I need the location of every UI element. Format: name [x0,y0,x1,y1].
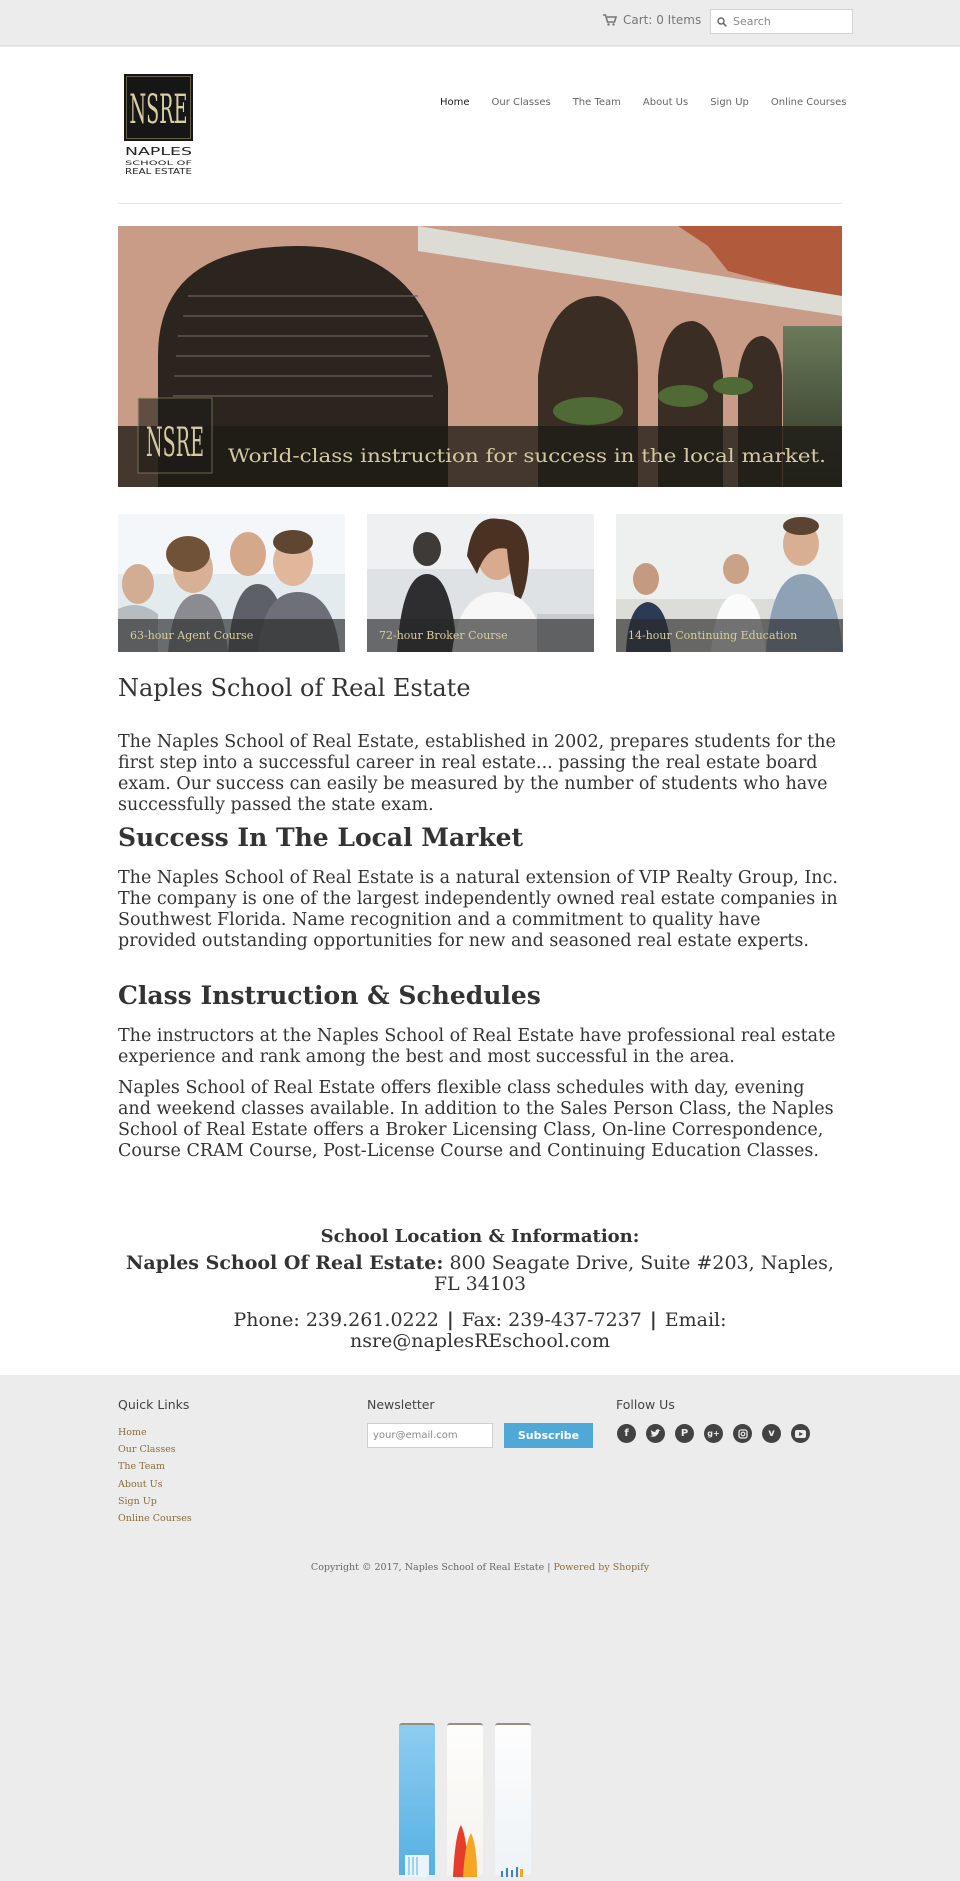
hero-caption: World-class instruction for success in the local market. [228,445,826,467]
instructors-paragraph: The instructors at the Naples School of Real Estate have professional real estate experience and rank among the best and most successful in the area. [118,1026,836,1067]
location-address [118,1253,842,1295]
cart-link[interactable] [603,13,701,27]
footer-link-sign-up[interactable]: Sign Up [118,1495,157,1507]
location-contact [118,1310,842,1352]
footer-link-about-us[interactable]: About Us [118,1478,163,1490]
copyright-line [0,1562,960,1573]
logo-letters: NSRE [129,87,188,133]
pinterest-icon[interactable]: P [675,1424,694,1443]
phone-text: Phone: 239.261.0222 [233,1309,439,1331]
vimeo-icon[interactable]: v [762,1424,781,1443]
hero-banner[interactable] [118,226,842,487]
cart-label: Cart: 0 Items [623,13,702,27]
logo-line1: NAPLES [125,145,193,158]
course-label-continuing-education: 14-hour Continuing Education [616,619,843,652]
nav-item-online-courses[interactable]: Online Courses [770,97,847,108]
footer-link-our-classes[interactable]: Our Classes [118,1444,176,1456]
school-name-label: Naples School Of Real Estate: [126,1252,444,1274]
search-icon [717,17,727,27]
decorative-tube-flame [447,1723,483,1875]
instagram-icon[interactable] [733,1424,752,1443]
main-nav [440,97,846,108]
main-content [0,47,960,1375]
fax-text: Fax: 239-437-7237 [461,1309,642,1331]
footer-link-online-courses[interactable]: Online Courses [118,1513,192,1525]
newsletter-heading: Newsletter [367,1397,435,1412]
header-divider [118,203,842,204]
local-market-paragraph: The Naples School of Real Estate is a natural extension of VIP Realty Group, Inc. The company is one of the largest independently owned real estate companies in Southwest Florida. Name recognition and a commitment to quality have provided outstanding opportunities for new and seasoned real estate experts. [118,868,838,951]
hero-badge: NSRE [146,420,204,466]
section-heading-local-market: Success In The Local Market [118,823,524,852]
decorative-tube-white [495,1723,531,1875]
nav-item-sign-up[interactable]: Sign Up [710,97,749,108]
email-text: Email: nsre@naplesREschool.com [349,1309,727,1352]
top-bar [0,0,960,46]
follow-us-heading: Follow Us [616,1397,675,1412]
location-heading: School Location & Information: [320,1226,640,1247]
course-tile-agent[interactable] [118,514,345,652]
copyright-text: Copyright © 2017, Naples School of Real Estate | [310,1562,551,1573]
search-box[interactable] [710,9,853,34]
newsletter-email-input[interactable] [367,1423,493,1448]
cart-icon [603,14,617,26]
site-logo[interactable] [124,74,193,175]
decorative-tube-blue [399,1723,435,1875]
course-tile-broker[interactable] [367,514,594,652]
youtube-icon[interactable] [791,1424,810,1443]
course-tile-continuing-education[interactable] [616,514,843,652]
separator: | [446,1309,454,1331]
nav-item-about-us[interactable]: About Us [642,97,689,108]
page-title: Naples School of Real Estate [118,674,471,702]
search-input[interactable] [733,15,843,28]
google-plus-icon[interactable]: g+ [704,1424,723,1443]
hero-image [118,226,842,487]
subscribe-button[interactable]: Subscribe [504,1423,593,1448]
logo-line2: SCHOOL OF [125,159,193,167]
facebook-icon[interactable]: f [617,1424,636,1443]
separator: | [649,1309,657,1331]
course-label-broker: 72-hour Broker Course [367,619,594,652]
logo-line3: REAL ESTATE [125,167,193,176]
twitter-icon[interactable] [646,1424,665,1443]
quick-links-heading: Quick Links [118,1397,190,1412]
quick-links-list [118,1424,192,1527]
nav-item-the-team[interactable]: The Team [572,97,621,108]
powered-by-shopify-link[interactable]: Powered by Shopify [553,1562,650,1573]
footer-link-the-team[interactable]: The Team [118,1461,165,1473]
social-icons [617,1424,810,1443]
course-label-agent: 63-hour Agent Course [118,619,345,652]
intro-paragraph: The Naples School of Real Estate, established in 2002, prepares students for the first step into a successful career in real estate... passing the real estate board exam. Our success can easily be measured by the number of students who have successfully passed the state exam. [118,732,836,815]
nav-item-our-classes[interactable]: Our Classes [491,97,551,108]
nav-item-home[interactable]: Home [440,97,470,108]
schedules-paragraph: Naples School of Real Estate offers flexible class schedules with day, evening and weekend classes available. In addition to the Sales Person Class, the Naples School of Real Estate offers a Broker Licensing Class, On-line Correspondence, Course CRAM Course, Post-License Course and Continuing Education Classes. [118,1078,834,1161]
section-heading-class-instruction: Class Instruction & Schedules [118,981,541,1010]
footer-link-home[interactable]: Home [118,1427,147,1438]
address-text: 800 Seagate Drive, Suite #203, Naples, FL 34103 [433,1252,834,1295]
